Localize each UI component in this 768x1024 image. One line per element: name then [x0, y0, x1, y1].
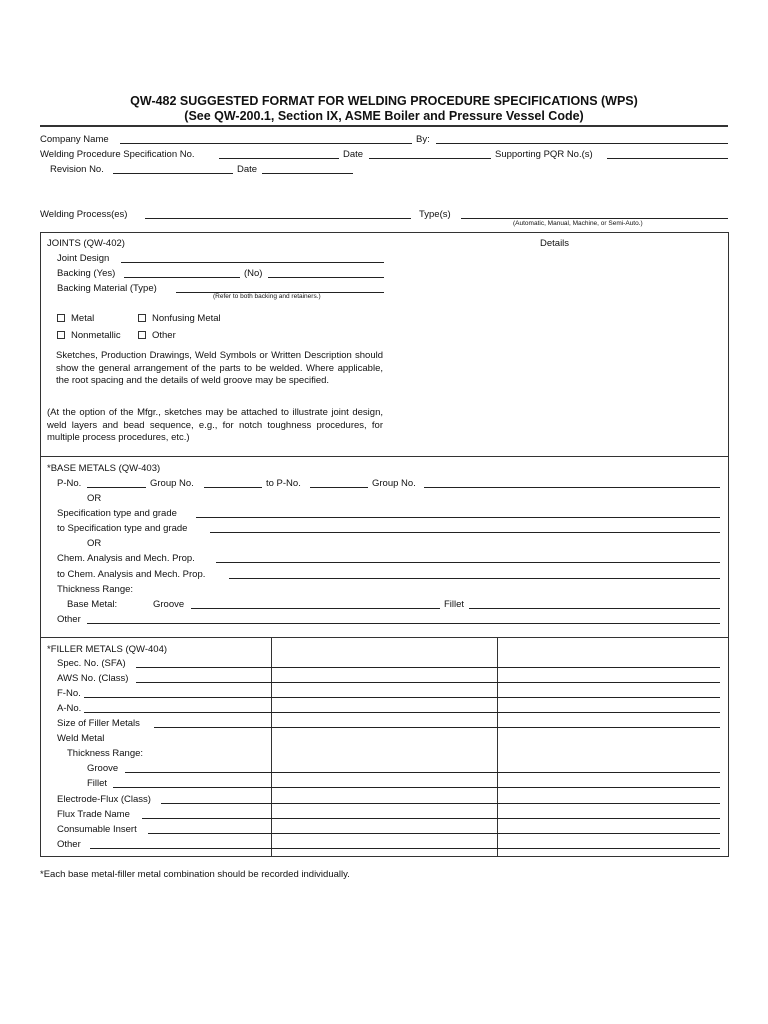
flux-trade-label: Flux Trade Name	[57, 809, 130, 820]
section-divider-1	[40, 456, 729, 457]
to-p-no-field[interactable]	[310, 487, 368, 488]
option-other-label: Other	[152, 330, 176, 341]
base-groove-label: Groove	[153, 599, 185, 610]
checkbox-icon[interactable]	[57, 331, 65, 339]
option-metal-label: Metal	[71, 313, 95, 324]
filler-fillet-field[interactable]	[113, 787, 720, 788]
spec-type-field[interactable]	[196, 517, 720, 518]
filler-groove-label: Groove	[87, 763, 119, 774]
backing-no-label: (No)	[244, 268, 263, 279]
joint-design-field[interactable]	[121, 262, 384, 263]
spec-type-label: Specification type and grade	[57, 508, 177, 519]
option-nonmetallic[interactable]	[57, 330, 121, 341]
joints-instructions: Sketches, Production Drawings, Weld Symbols or Written Description should show the general arrangement of the parts to be welded. Where applicable, the root spacing and the details of weld groove may be specified.	[56, 350, 383, 387]
base-other-label: Other	[57, 614, 81, 625]
supporting-pqr-field[interactable]	[607, 158, 728, 159]
company-name-label: Company Name	[40, 134, 109, 145]
option-nonmetallic-label: Nonmetallic	[71, 330, 121, 341]
backing-yes-field[interactable]	[124, 277, 240, 278]
revision-no-field[interactable]	[113, 173, 233, 174]
to-p-no-label: to P-No.	[266, 478, 301, 489]
consumable-label: Consumable Insert	[57, 824, 137, 835]
joints-heading: JOINTS (QW-402)	[47, 238, 125, 249]
aws-no-label: AWS No. (Class)	[57, 673, 129, 684]
revision-no-label: Revision No.	[50, 164, 104, 175]
backing-yes-label: Backing (Yes)	[57, 268, 116, 279]
weld-metal-label: Weld Metal	[57, 733, 105, 744]
by-label: By:	[416, 134, 430, 145]
electrode-flux-field[interactable]	[161, 803, 720, 804]
wps-no-label: Welding Procedure Specification No.	[40, 149, 195, 160]
checkbox-icon[interactable]	[138, 314, 146, 322]
base-thickness-label: Thickness Range:	[57, 584, 134, 595]
checkbox-icon[interactable]	[57, 314, 65, 322]
supporting-pqr-label: Supporting PQR No.(s)	[495, 149, 593, 160]
chem-label: Chem. Analysis and Mech. Prop.	[57, 553, 195, 564]
to-chem-label: to Chem. Analysis and Mech. Prop.	[57, 569, 206, 580]
by-field[interactable]	[436, 143, 728, 144]
filler-metals-heading: *FILLER METALS (QW-404)	[47, 644, 168, 655]
base-metals-heading: *BASE METALS (QW-403)	[47, 463, 161, 474]
group-no2-field[interactable]	[424, 487, 720, 488]
p-no-field[interactable]	[87, 487, 146, 488]
title-rule	[40, 125, 728, 127]
filler-fillet-label: Fillet	[87, 778, 108, 789]
group-no2-label: Group No.	[372, 478, 416, 489]
checkbox-icon[interactable]	[138, 331, 146, 339]
types-field[interactable]	[461, 218, 728, 219]
backing-material-label: Backing Material (Type)	[57, 283, 157, 294]
p-no-label: P-No.	[57, 478, 82, 489]
f-no-label: F-No.	[57, 688, 81, 699]
filler-groove-field[interactable]	[125, 772, 720, 773]
filler-other-label: Other	[57, 839, 81, 850]
option-metal[interactable]	[57, 313, 94, 324]
filler-other-field[interactable]	[90, 848, 720, 849]
joint-design-label: Joint Design	[57, 253, 110, 264]
joints-option-note: (At the option of the Mfgr., sketches may be attached to illustrate joint design, weld layers and bead sequence, e.g., for notch toughness procedures, for multiple process procedures, etc.)	[47, 407, 383, 444]
date2-label: Date	[237, 164, 258, 175]
company-name-field[interactable]	[120, 143, 412, 144]
to-spec-type-label: to Specification type and grade	[57, 523, 188, 534]
filler-col-divider-2	[497, 637, 498, 857]
a-no-label: A-No.	[57, 703, 82, 714]
welding-process-label: Welding Process(es)	[40, 209, 128, 220]
to-chem-field[interactable]	[229, 578, 720, 579]
chem-field[interactable]	[216, 562, 720, 563]
to-spec-type-field[interactable]	[210, 532, 720, 533]
backing-no-field[interactable]	[268, 277, 384, 278]
f-no-field[interactable]	[84, 697, 720, 698]
types-note: (Automatic, Manual, Machine, or Semi-Auto.)	[513, 220, 643, 227]
size-field[interactable]	[154, 727, 720, 728]
types-label: Type(s)	[419, 209, 451, 220]
or1-label: OR	[87, 493, 102, 504]
group-no-label: Group No.	[150, 478, 194, 489]
footnote: *Each base metal-filler metal combination should be recorded individually.	[40, 869, 350, 880]
base-fillet-label: Fillet	[444, 599, 465, 610]
option-nonfusing[interactable]	[138, 313, 221, 324]
flux-trade-field[interactable]	[142, 818, 720, 819]
spec-no-label: Spec. No. (SFA)	[57, 658, 126, 669]
a-no-field[interactable]	[84, 712, 720, 713]
base-metal-label: Base Metal:	[67, 599, 118, 610]
option-nonfusing-label: Nonfusing Metal	[152, 313, 221, 324]
group-no-field[interactable]	[204, 487, 262, 488]
page-title: QW-482 SUGGESTED FORMAT FOR WELDING PROCEDURE SPECIFICATIONS (WPS)	[130, 94, 638, 108]
electrode-flux-label: Electrode-Flux (Class)	[57, 794, 151, 805]
base-fillet-field[interactable]	[469, 608, 720, 609]
welding-process-field[interactable]	[145, 218, 411, 219]
base-other-field[interactable]	[87, 623, 720, 624]
option-other[interactable]	[138, 330, 176, 341]
filler-thickness-label: Thickness Range:	[67, 748, 144, 759]
base-groove-field[interactable]	[191, 608, 440, 609]
aws-no-field[interactable]	[136, 682, 720, 683]
consumable-field[interactable]	[148, 833, 720, 834]
backing-note: (Refer to both backing and retainers.)	[213, 293, 321, 300]
filler-col-divider-1	[271, 637, 272, 857]
date2-field[interactable]	[262, 173, 353, 174]
date1-field[interactable]	[369, 158, 491, 159]
form-box	[40, 232, 729, 857]
date1-label: Date	[343, 149, 364, 160]
or2-label: OR	[87, 538, 102, 549]
wps-no-field[interactable]	[219, 158, 339, 159]
size-label: Size of Filler Metals	[57, 718, 140, 729]
page-subtitle: (See QW-200.1, Section IX, ASME Boiler and Pressure Vessel Code)	[184, 109, 584, 123]
section-divider-2	[40, 637, 729, 638]
spec-no-field[interactable]	[136, 667, 720, 668]
details-label: Details	[540, 238, 570, 249]
